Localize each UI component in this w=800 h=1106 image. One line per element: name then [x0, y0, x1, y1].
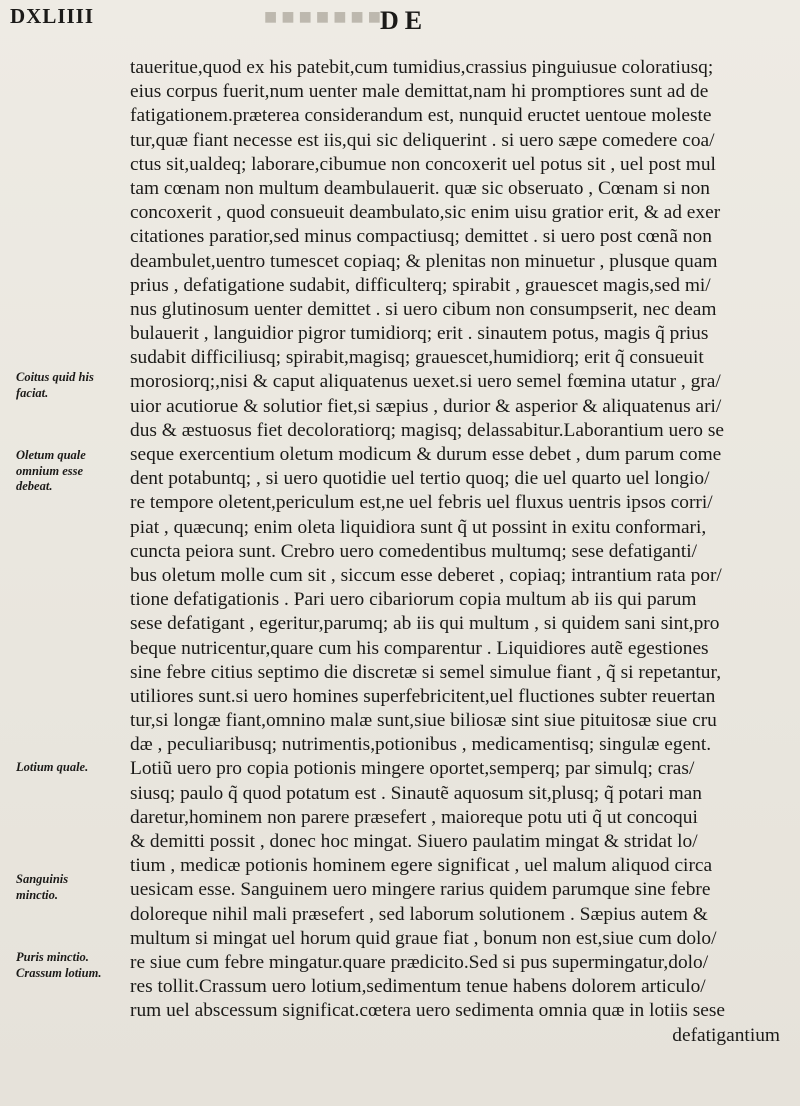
margin-note-line: Crassum lotium. — [16, 965, 102, 980]
margin-note-line: omnium esse — [16, 463, 84, 478]
text-line: ctus sit,ualdeq; laborare,cibumue non concoxerit uel potus sit , uel post mul — [130, 153, 716, 175]
text-line: & demitti possit , donec hoc mingat. Siuero paulatim mingat & stridat lo/ — [130, 831, 698, 852]
margin-note-line: minctio. — [16, 887, 59, 902]
margin-note-sanguinis — [16, 872, 128, 903]
text-line: nus glutinosum uenter demittet . si uero cibum non consumpserit, nec deam — [130, 298, 717, 320]
text-line: re siue cum febre mingatur.quare prædicito.Sed si pus supermingatur,dolo/ — [130, 951, 709, 973]
margin-note-line: Puris minctio. — [16, 950, 89, 964]
text-line: tur,si longæ fiant,omnino malæ sunt,siue biliosæ sint siue pituitosæ siue cru — [130, 710, 717, 732]
text-line: beque nutricentur,quare cum his comparentur . Liquidiores autẽ egestiones — [130, 637, 709, 659]
text-line: piat , quæcunq; enim oleta liquidiora sunt q̃ ut possint in exitu conformari, — [130, 516, 707, 538]
margin-note-line: Sanguinis — [16, 872, 69, 886]
text-line: dæ , peculiaribusq; nutrimentis,potionibus , medicamentisq; singulæ egent. — [130, 734, 712, 756]
text-line: morosiorq;,nisi & caput aliquatenus uexet.si uero semel fœmina utatur , gra/ — [130, 371, 721, 393]
text-line: doloreque nihil mali præsefert , sed laborum solutionem . Sæpius autem & — [130, 903, 708, 925]
margin-note-puris — [16, 950, 128, 981]
margin-note-line: debeat. — [16, 479, 53, 493]
margin-note-line: Lotium quale. — [16, 760, 89, 774]
text-line: deambulet,uentro tumescet copiaq; & plenitas non minuetur , plusque quam — [130, 250, 718, 272]
margin-note-oletum — [16, 448, 128, 495]
text-line: sudabit difficiliusq; spirabit,magisq; grauescet,humidiorq; erit q̃ consueuit — [130, 347, 704, 369]
text-line: taueritue,quod ex his patebit,cum tumidius,crassius pinguiusue coloratiusq; — [130, 57, 714, 78]
text-line: bus oletum molle cum sit , siccum esse deberet , copiaq; intrantium rata por/ — [130, 564, 722, 586]
margin-note-line: Oletum quale — [16, 448, 86, 462]
text-line: sine febre citius septimo die discretæ si semel simulue fiant , q̃ si repetantur, — [130, 661, 722, 683]
text-line: fatigationem.præterea considerandum est, nunquid eructet uentoue moleste — [130, 105, 712, 127]
main-text-block — [130, 56, 780, 1048]
text-line: multum si mingat uel horum quid graue fiat , bonum non est,siue cum dolo/ — [130, 927, 717, 949]
text-line: daretur,hominem non parere præsefert , maioreque potu uti q̃ ut concoqui — [130, 806, 698, 828]
text-line: uesicam esse. Sanguinem uero mingere rarius quidem parumque sine febre — [130, 879, 711, 901]
text-line: concoxerit , quod consueuit deambulato,sic enim uisu gratior erit, & ad exer — [130, 202, 721, 224]
text-line: prius , defatigatione sudabit, difficulterq; spirabit , grauescet magis,sed mi/ — [130, 274, 711, 296]
text-line: re tempore oletent,periculum est,ne uel febris uel fluxus uentris ipsos corri/ — [130, 492, 713, 514]
text-line: utiliores sunt.si uero homines superfebricitent,uel fluctiones subter reuertan — [130, 685, 716, 707]
text-line: sese defatigant , egeritur,parumq; ab iis qui multum , si quidem sani sint,pro — [130, 613, 720, 635]
margin-note-coitus — [16, 370, 128, 401]
text-line: Lotiũ uero pro copia potionis mingere oportet,semperq; par simulq; cras/ — [130, 758, 695, 780]
margin-note-line: Coitus quid his — [16, 370, 94, 384]
text-line: siusq; paulo q̃ quod potatum est . Sinautẽ aquosum sit,plusq; q̃ potari man — [130, 782, 702, 804]
text-line: cuncta peiora sunt. Crebro uero comedentibus multumq; sese defatiganti/ — [130, 540, 698, 562]
show-through-header: ■■■■■■■ — [260, 4, 382, 29]
text-line: rum uel abscessum significat.cœtera uero sedimenta omnia quæ in lotiis sese — [130, 1000, 726, 1022]
text-line: tione defatigationis . Pari uero cibariorum copia multum ab iis qui parum — [130, 589, 697, 611]
text-line: res tollit.Crassum uero lotium,sedimentum tenue habens dolorem articulo/ — [130, 976, 706, 998]
text-line: tur,quæ fiant necesse est iis,qui sic deliquerint . si uero sæpe comedere coa/ — [130, 129, 715, 151]
text-line: seque exercentium oletum modicum & durum esse debet , dum parum come — [130, 444, 722, 465]
text-line: tium , medicæ potionis hominem egere significat , uel malum aliquod circa — [130, 855, 713, 877]
margin-note-line: faciat. — [16, 385, 49, 400]
text-line: bulauerit , languidior pigror tumidiorq; erit . sinautem potus, magis q̃ prius — [130, 323, 709, 345]
text-line: dus & æstuosus fiet decoloratiorq; magisq; delassabitur.Laborantium uero se — [130, 419, 724, 441]
folio-number: DXLIIII — [10, 4, 95, 28]
text-line: defatigantium — [672, 1024, 780, 1046]
text-line: eius corpus fuerit,num uenter male demittat,nam hi promptiores sunt ad de — [130, 81, 709, 103]
text-line: dent potabuntq; , si uero quotidie uel tertio quoq; die uel quarto uel longio/ — [130, 468, 710, 490]
text-line: citationes paratior,sed minus compactiusq; demittet . si uero post cœnã non — [130, 226, 712, 248]
running-title: DE — [380, 6, 429, 35]
text-line: tam cœnam non multum deambulauerit. quæ sic obseruato , Cœnam si non — [130, 177, 711, 199]
margin-note-lotium — [16, 760, 128, 776]
text-line: uior acutiorue & solutior fiet,si sæpius , durior & asperior & aliquatenus ari/ — [130, 395, 722, 417]
